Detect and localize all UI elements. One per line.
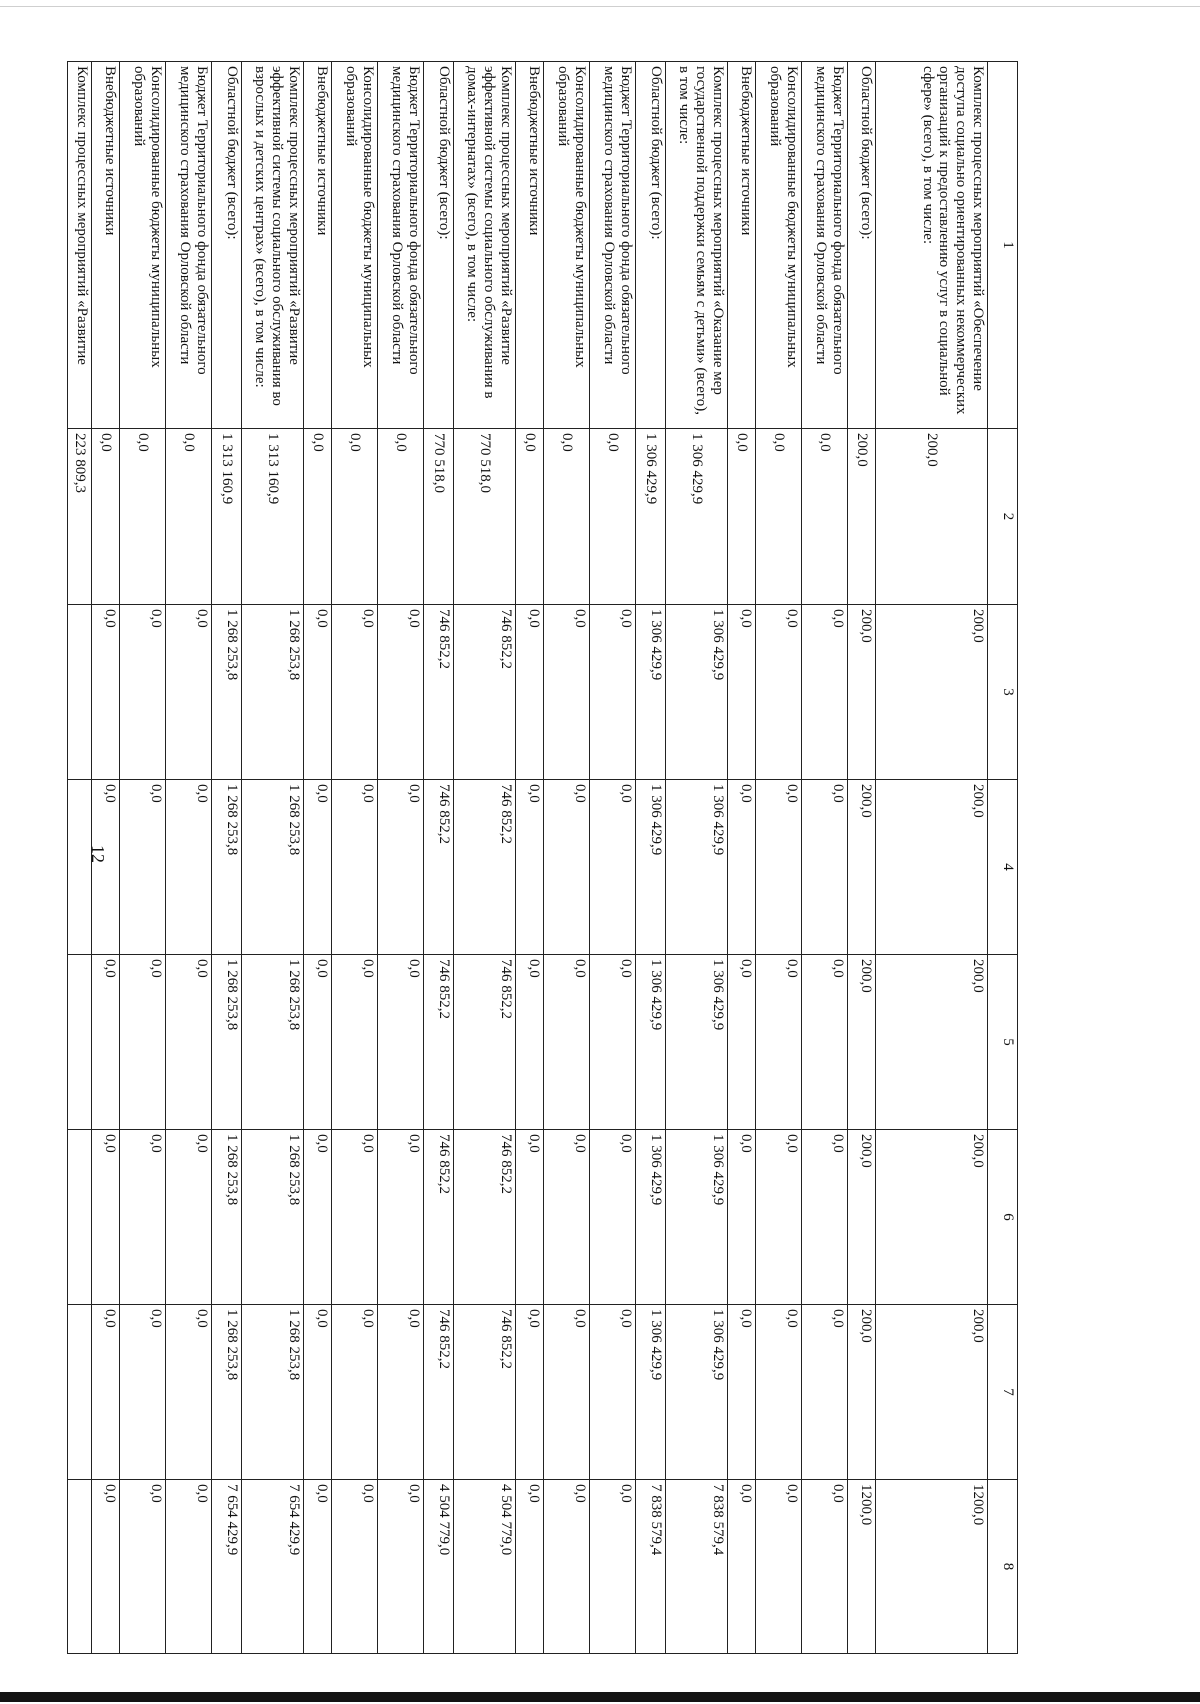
cell-value: 746 852,2 <box>424 1130 454 1305</box>
cell-value: 7 838 579,4 <box>666 1480 728 1654</box>
cell-value: 0,0 <box>516 1480 544 1654</box>
cell-value: 0,0 <box>728 429 756 605</box>
row-label: Комплекс процессных мероприятий «Развитие эффективной системы социального обслуживания во взрослых и детских центрах» (всего), в том числе: <box>242 62 304 429</box>
cell-value: 200,0 <box>848 1305 876 1480</box>
cell-value: 0,0 <box>166 1130 212 1305</box>
rotated-page <box>71 61 1018 1653</box>
cell-value: 1 268 253,8 <box>242 1130 304 1305</box>
cell-value: 0,0 <box>590 605 636 780</box>
cell-value: 0,0 <box>166 780 212 955</box>
cell-value: 0,0 <box>756 1130 802 1305</box>
cell-value: 0,0 <box>166 1480 212 1654</box>
table-row <box>454 62 516 1654</box>
cell-value: 0,0 <box>728 1480 756 1654</box>
cell-value: 1 313 160,9 <box>242 429 304 605</box>
cell-value: 746 852,2 <box>454 1305 516 1480</box>
cell-value: 0,0 <box>304 429 332 605</box>
cell-value: 0,0 <box>378 605 424 780</box>
cell-value: 0,0 <box>120 1480 166 1654</box>
cell-value: 0,0 <box>92 955 120 1130</box>
cell-value: 0,0 <box>590 429 636 605</box>
table-row <box>332 62 378 1654</box>
cell-value: 200,0 <box>876 429 988 605</box>
cell-value: 200,0 <box>876 1130 988 1305</box>
cell-value: 0,0 <box>728 605 756 780</box>
table-row <box>728 62 756 1654</box>
table-row <box>666 62 728 1654</box>
table-row <box>516 62 544 1654</box>
cell-value: 1 268 253,8 <box>242 605 304 780</box>
cell-value: 0,0 <box>802 780 848 955</box>
cell-value: 0,0 <box>120 605 166 780</box>
column-header-1: 1 <box>988 62 1018 429</box>
cell-value: 0,0 <box>544 1130 590 1305</box>
cell-value: 1 306 429,9 <box>636 1305 666 1480</box>
cell-value: 746 852,2 <box>454 780 516 955</box>
row-label: Бюджет Территориального фонда обязательного медицинского страхования Орловской области <box>378 62 424 429</box>
table-row <box>242 62 304 1654</box>
cell-value: 746 852,2 <box>424 955 454 1130</box>
cell-value: 0,0 <box>332 605 378 780</box>
cell-value: 1 268 253,8 <box>242 780 304 955</box>
table-header-row <box>988 62 1018 1654</box>
cell-value: 1 306 429,9 <box>666 780 728 955</box>
cell-value: 0,0 <box>332 429 378 605</box>
cell-value: 0,0 <box>378 1130 424 1305</box>
table-row <box>848 62 876 1654</box>
cell-value: 0,0 <box>516 780 544 955</box>
row-label: Внебюджетные источники <box>304 62 332 429</box>
cell-value: 4 504 779,0 <box>454 1480 516 1654</box>
scan-edge-line <box>0 6 1200 7</box>
cell-value: 0,0 <box>802 429 848 605</box>
cell-value: 200,0 <box>876 955 988 1130</box>
row-label: Внебюджетные источники <box>92 62 120 429</box>
column-header-8: 8 <box>988 1480 1018 1654</box>
row-label: Консолидированные бюджеты муниципальных образований <box>756 62 802 429</box>
cell-value: 1 306 429,9 <box>636 780 666 955</box>
cell-value: 1200,0 <box>876 1480 988 1654</box>
cell-value: 0,0 <box>92 1130 120 1305</box>
cell-value: 746 852,2 <box>424 1305 454 1480</box>
cell-value: 746 852,2 <box>454 955 516 1130</box>
cell-value: 0,0 <box>756 780 802 955</box>
cell-value: 0,0 <box>516 605 544 780</box>
cell-value: 200,0 <box>848 1130 876 1305</box>
cell-value: 4 504 779,0 <box>424 1480 454 1654</box>
cell-value: 1 268 253,8 <box>212 780 242 955</box>
table-row <box>424 62 454 1654</box>
cell-value: 1 268 253,8 <box>212 955 242 1130</box>
table-row <box>120 62 166 1654</box>
cell-value: 0,0 <box>92 1480 120 1654</box>
cell-value: 746 852,2 <box>454 1130 516 1305</box>
cell-value: 0,0 <box>728 1305 756 1480</box>
cell-value: 0,0 <box>728 1130 756 1305</box>
table-row <box>876 62 988 1654</box>
cell-value: 1 268 253,8 <box>212 1305 242 1480</box>
cell-value: 1 306 429,9 <box>636 605 666 780</box>
cell-value: 0,0 <box>516 1305 544 1480</box>
cell-value: 0,0 <box>92 605 120 780</box>
row-label: Бюджет Территориального фонда обязательного медицинского страхования Орловской области <box>590 62 636 429</box>
cell-value: 7 654 429,9 <box>212 1480 242 1654</box>
column-header-2: 2 <box>988 429 1018 605</box>
row-label: Областной бюджет (всего): <box>848 62 876 429</box>
cell-value: 0,0 <box>304 1480 332 1654</box>
cell-value: 0,0 <box>590 1480 636 1654</box>
cell-value: 1 313 160,9 <box>212 429 242 605</box>
cell-value: 0,0 <box>120 780 166 955</box>
cell-value <box>68 1480 92 1654</box>
cell-value: 200,0 <box>848 955 876 1130</box>
cell-value: 200,0 <box>848 605 876 780</box>
row-label: Бюджет Территориального фонда обязательного медицинского страхования Орловской области <box>802 62 848 429</box>
table-row <box>756 62 802 1654</box>
cell-value: 0,0 <box>516 955 544 1130</box>
page-number: 12 <box>88 845 108 863</box>
cell-value: 0,0 <box>304 1130 332 1305</box>
cell-value: 0,0 <box>516 429 544 605</box>
cell-value: 770 518,0 <box>454 429 516 605</box>
cell-value: 0,0 <box>332 1480 378 1654</box>
cell-value: 0,0 <box>378 955 424 1130</box>
cell-value: 0,0 <box>756 1305 802 1480</box>
cell-value: 0,0 <box>378 1305 424 1480</box>
table-row <box>166 62 212 1654</box>
cell-value: 223 809,3 <box>68 429 92 605</box>
column-header-7: 7 <box>988 1305 1018 1480</box>
cell-value: 1 306 429,9 <box>666 429 728 605</box>
cell-value: 1 268 253,8 <box>242 1305 304 1480</box>
table-row <box>544 62 590 1654</box>
cell-value: 0,0 <box>92 429 120 605</box>
row-label: Областной бюджет (всего): <box>636 62 666 429</box>
cell-value: 0,0 <box>304 780 332 955</box>
cell-value: 1 306 429,9 <box>636 1130 666 1305</box>
cell-value: 0,0 <box>728 780 756 955</box>
row-label: Внебюджетные источники <box>516 62 544 429</box>
column-header-6: 6 <box>988 1130 1018 1305</box>
cell-value: 0,0 <box>802 1480 848 1654</box>
row-label: Комплекс процессных мероприятий «Развитие эффективной системы социального обслуживания в домах-интернатах» (всего), в том числе: <box>454 62 516 429</box>
row-label: Консолидированные бюджеты муниципальных образований <box>544 62 590 429</box>
cell-value: 0,0 <box>378 1480 424 1654</box>
cell-value: 0,0 <box>332 955 378 1130</box>
cell-value: 0,0 <box>304 605 332 780</box>
table-row <box>378 62 424 1654</box>
cell-value: 0,0 <box>378 780 424 955</box>
cell-value <box>68 605 92 780</box>
cell-value: 0,0 <box>544 1480 590 1654</box>
cell-value: 0,0 <box>120 429 166 605</box>
cell-value: 200,0 <box>876 780 988 955</box>
cell-value: 0,0 <box>166 955 212 1130</box>
cell-value: 0,0 <box>332 780 378 955</box>
table-row <box>92 62 120 1654</box>
cell-value: 1 306 429,9 <box>666 1130 728 1305</box>
table-row <box>304 62 332 1654</box>
cell-value: 0,0 <box>378 429 424 605</box>
table-row <box>802 62 848 1654</box>
row-label: Бюджет Территориального фонда обязательного медицинского страхования Орловской области <box>166 62 212 429</box>
cell-value: 0,0 <box>802 1130 848 1305</box>
cell-value: 0,0 <box>332 1130 378 1305</box>
table-row <box>636 62 666 1654</box>
cell-value: 0,0 <box>802 605 848 780</box>
cell-value: 0,0 <box>92 780 120 955</box>
cell-value: 1 268 253,8 <box>212 605 242 780</box>
cell-value: 0,0 <box>120 1305 166 1480</box>
column-header-5: 5 <box>988 955 1018 1130</box>
row-label: Комплекс процессных мероприятий «Развитие <box>68 62 92 429</box>
cell-value: 1 306 429,9 <box>666 1305 728 1480</box>
cell-value: 0,0 <box>544 955 590 1130</box>
cell-value: 0,0 <box>590 1130 636 1305</box>
cell-value: 1 306 429,9 <box>666 955 728 1130</box>
cell-value: 0,0 <box>802 955 848 1130</box>
table-body <box>68 62 988 1654</box>
cell-value: 0,0 <box>756 429 802 605</box>
cell-value: 0,0 <box>92 1305 120 1480</box>
cell-value: 0,0 <box>332 1305 378 1480</box>
cell-value: 0,0 <box>728 955 756 1130</box>
row-label: Комплекс процессных мероприятий «Обеспечение доступа социально ориентированных некоммерческих организаций к предоставлению услуг в социальной сфере» (всего), в том числе: <box>876 62 988 429</box>
cell-value: 7 838 579,4 <box>636 1480 666 1654</box>
cell-value: 0,0 <box>802 1305 848 1480</box>
cell-value: 0,0 <box>756 955 802 1130</box>
cell-value: 0,0 <box>166 1305 212 1480</box>
cell-value: 0,0 <box>166 605 212 780</box>
table-row <box>68 62 92 1654</box>
cell-value: 0,0 <box>756 605 802 780</box>
scan-bottom-bar <box>0 1692 1200 1702</box>
cell-value: 746 852,2 <box>424 605 454 780</box>
cell-value: 200,0 <box>848 429 876 605</box>
cell-value: 0,0 <box>516 1130 544 1305</box>
row-label: Комплекс процессных мероприятий «Оказание мер государственной поддержки семьям с детьми» (всего), в том числе: <box>666 62 728 429</box>
cell-value: 0,0 <box>590 780 636 955</box>
row-label: Консолидированные бюджеты муниципальных образований <box>120 62 166 429</box>
budget-table <box>67 61 1018 1654</box>
cell-value <box>68 1130 92 1305</box>
row-label: Внебюджетные источники <box>728 62 756 429</box>
cell-value: 0,0 <box>120 1130 166 1305</box>
cell-value <box>68 1305 92 1480</box>
cell-value: 0,0 <box>166 429 212 605</box>
cell-value: 0,0 <box>590 1305 636 1480</box>
cell-value: 0,0 <box>756 1480 802 1654</box>
row-label: Областной бюджет (всего): <box>424 62 454 429</box>
cell-value: 0,0 <box>304 1305 332 1480</box>
cell-value: 1 268 253,8 <box>242 955 304 1130</box>
cell-value: 0,0 <box>544 1305 590 1480</box>
cell-value: 200,0 <box>876 1305 988 1480</box>
cell-value: 770 518,0 <box>424 429 454 605</box>
cell-value: 0,0 <box>304 955 332 1130</box>
cell-value: 200,0 <box>876 605 988 780</box>
cell-value: 200,0 <box>848 780 876 955</box>
cell-value: 1 306 429,9 <box>636 955 666 1130</box>
cell-value: 1 306 429,9 <box>636 429 666 605</box>
row-label: Областной бюджет (всего): <box>212 62 242 429</box>
cell-value: 0,0 <box>544 780 590 955</box>
column-header-3: 3 <box>988 605 1018 780</box>
cell-value: 1200,0 <box>848 1480 876 1654</box>
cell-value: 0,0 <box>590 955 636 1130</box>
cell-value: 1 268 253,8 <box>212 1130 242 1305</box>
cell-value: 1 306 429,9 <box>666 605 728 780</box>
cell-value <box>68 780 92 955</box>
table-row <box>590 62 636 1654</box>
table-row <box>212 62 242 1654</box>
row-label: Консолидированные бюджеты муниципальных образований <box>332 62 378 429</box>
cell-value: 0,0 <box>544 429 590 605</box>
cell-value: 746 852,2 <box>424 780 454 955</box>
cell-value: 7 654 429,9 <box>242 1480 304 1654</box>
cell-value: 0,0 <box>544 605 590 780</box>
cell-value: 0,0 <box>120 955 166 1130</box>
column-header-4: 4 <box>988 780 1018 955</box>
cell-value <box>68 955 92 1130</box>
cell-value: 746 852,2 <box>454 605 516 780</box>
